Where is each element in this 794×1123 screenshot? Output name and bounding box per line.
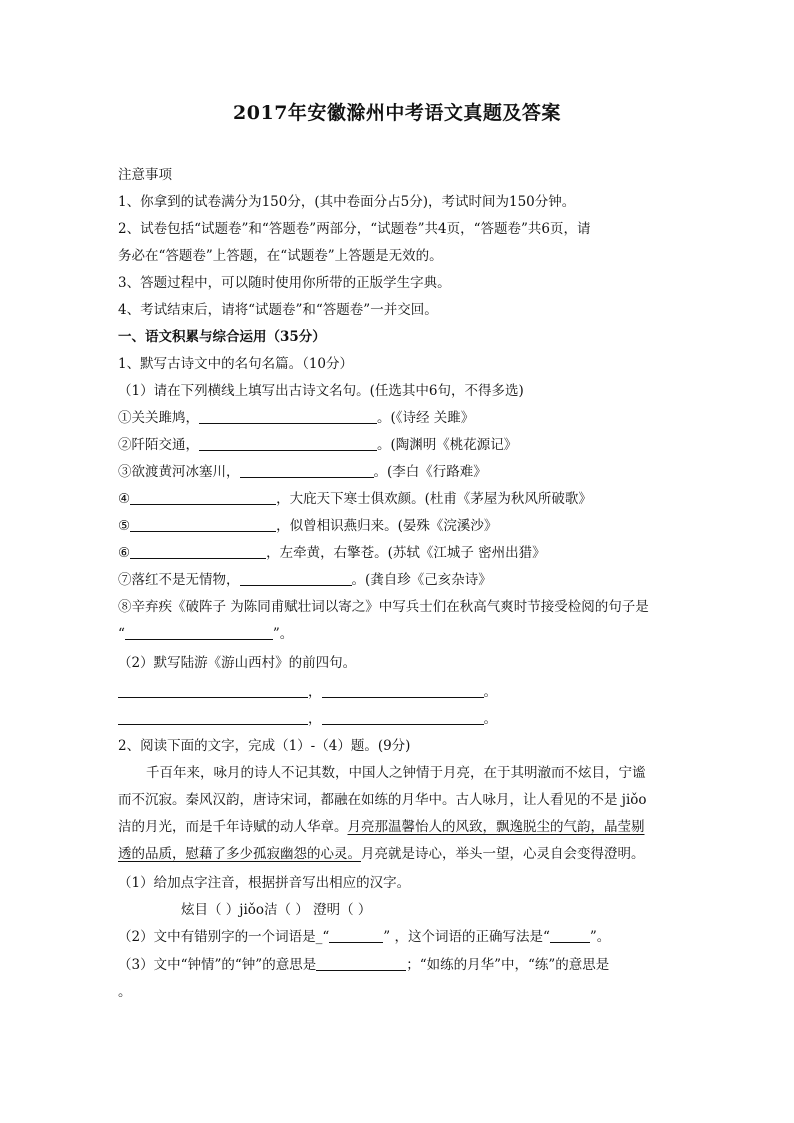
line-text: ⑤: [118, 518, 131, 534]
line-text: ①关关雎鸠，: [118, 410, 199, 426]
section-heading: 一、语文积累与综合运用（35分）: [118, 329, 326, 345]
underlined-sentence: 透的品质，慰藉了多少孤寂幽怨的心灵。: [118, 846, 361, 862]
line-text: ，似曾相识燕归来。(晏殊《浣溪沙》: [276, 518, 498, 534]
notice-item-2: 2、试卷包括“试题卷”和“答题卷”两部分，“试题卷”共4页，“答题卷”共6页，请: [118, 221, 591, 237]
q-text: （2）文中有错别字的一个词语是_“: [118, 929, 330, 945]
line-text: ，左牵黄，右擎苍。(苏轼《江城子 密州出猎》: [266, 545, 546, 561]
answer-blank[interactable]: [199, 409, 377, 424]
answer-blank[interactable]: [118, 683, 308, 698]
separator-period: 。: [483, 711, 497, 727]
line-text: ，大庇天下寒士俱欢颜。(杜甫《茅屋为秋风所破歌》: [276, 491, 592, 507]
answer-blank[interactable]: [550, 928, 590, 943]
q-text: ”。: [589, 929, 611, 945]
answer-blank[interactable]: [322, 710, 484, 725]
line-text: 。(龚自珍《己亥杂诗》: [351, 572, 492, 588]
passage-line-4: [118, 845, 645, 863]
answer-blank[interactable]: [240, 571, 352, 586]
answer-blank[interactable]: [130, 517, 276, 532]
line-text: ④: [118, 491, 131, 507]
notice-item-4: 4、考试结束后，请将“试题卷”和“答题卷”一并交回。: [118, 302, 438, 318]
line-text: 。(李白《行路难》: [373, 464, 487, 480]
answer-blank[interactable]: [130, 490, 276, 505]
separator-comma: ，: [308, 711, 322, 727]
q-text: ；“如练的月华”中，“练”的意思是: [406, 957, 610, 973]
line-text: ⑥: [118, 545, 131, 561]
answer-blank[interactable]: [199, 436, 377, 451]
poem-blank-row-2: [118, 710, 497, 728]
notice-heading: 注意事项: [118, 167, 172, 183]
notice-item-3: 3、答题过程中，可以随时使用你所带的正版学生字典。: [118, 275, 451, 291]
line-text: ②阡陌交通，: [118, 437, 199, 453]
answer-blank[interactable]: [125, 625, 273, 640]
recite-line-7: [118, 571, 492, 589]
line-text: “: [118, 626, 125, 642]
answer-blank[interactable]: [240, 463, 374, 478]
recite-line-4: [118, 490, 592, 508]
recite-line-8: ⑧辛弃疾《破阵子 为陈同甫赋壮词以寄之》中写兵士们在秋高气爽时节接受检阅的句子是: [118, 599, 649, 615]
answer-blank[interactable]: [316, 956, 406, 971]
question-2-3-end: 。: [118, 984, 132, 1000]
notice-item-1: 1、你拿到的试卷满分为150分，(其中卷面分占5分)，考试时间为150分钟。: [118, 194, 576, 210]
separator-comma: ，: [308, 684, 322, 700]
question-1: 1、默写古诗文中的名句名篇。（10分）: [118, 356, 354, 372]
poem-blank-row-1: [118, 683, 497, 701]
question-1-1: （1）请在下列横线上填写出古诗文名句。(任选其中6句，不得多选): [118, 383, 524, 399]
passage-line-2: 而不沉寂。秦风汉韵，唐诗宋词，都融在如练的月华中。古人咏月，让人看见的不是 jiǒo: [118, 792, 647, 808]
q-text: （3）文中“钟情”的“钟”的意思是: [118, 957, 317, 973]
line-text: ⑦落红不是无情物，: [118, 572, 240, 588]
question-2-1: （1）给加点字注音，根据拼音写出相应的汉字。: [118, 875, 411, 891]
notice-item-2-cont: 务必在“答题卷”上答题，在“试题卷”上答题是无效的。: [118, 248, 443, 264]
underlined-sentence: 月亮那温馨怡人的风致，飘逸脱尘的气韵，晶莹剔: [347, 819, 645, 835]
passage-line-1: 千百年来，咏月的诗人不记其数，中国人之钟情于月亮，在于其明澈而不炫目，宁谧: [146, 765, 646, 781]
recite-line-5: [118, 517, 497, 535]
line-text: 。(《诗经 关雎》: [377, 410, 475, 426]
passage-line-3: [118, 818, 645, 836]
question-2: 2、阅读下面的文字，完成（1）-（4）题。(9分): [118, 738, 411, 754]
answer-blank[interactable]: [329, 928, 383, 943]
question-2-3: [118, 956, 609, 974]
question-2-1-items: 炫目（ ）jiǒo洁（ ） 澄明（ ）: [181, 902, 372, 918]
passage-text: 月亮就是诗心，举头一望，心灵自会变得澄明。: [361, 846, 645, 862]
page-title: 2017年安徽滁州中考语文真题及答案: [233, 102, 561, 124]
recite-line-3: [118, 463, 487, 481]
recite-line-6: [118, 544, 546, 562]
recite-line-2: [118, 436, 517, 454]
q-text: ” ，这个词语的正确写法是“: [383, 929, 550, 945]
answer-blank[interactable]: [130, 544, 266, 559]
line-text: ③欲渡黄河冰塞川，: [118, 464, 240, 480]
line-text: 。(陶渊明《桃花源记》: [377, 437, 518, 453]
separator-period: 。: [483, 684, 497, 700]
line-text: ”。: [272, 626, 294, 642]
question-1-2: （2）默写陆游《游山西村》的前四句。: [118, 655, 357, 671]
recite-line-8-cont: [118, 625, 293, 643]
question-2-2: [118, 928, 610, 946]
answer-blank[interactable]: [118, 710, 308, 725]
recite-line-1: [118, 409, 474, 427]
answer-blank[interactable]: [322, 683, 484, 698]
passage-text: 洁的月光，而是千年诗赋的动人华章。: [118, 819, 348, 835]
